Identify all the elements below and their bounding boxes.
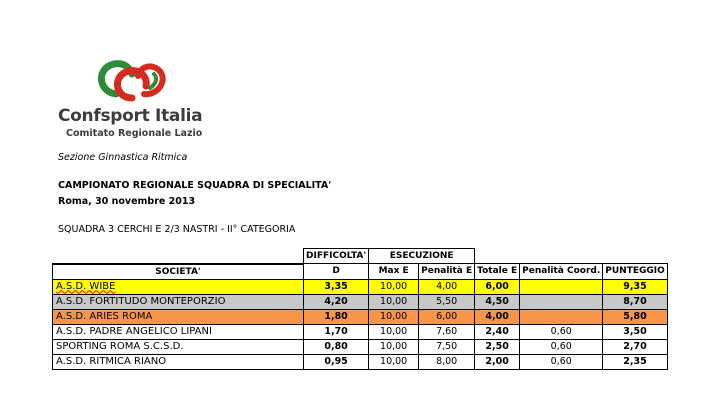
punteggio-cell: 2,35: [603, 354, 668, 369]
penalita-e-cell: 6,00: [419, 309, 475, 324]
penalita-e-cell: 5,50: [419, 294, 475, 309]
max-e-cell: 10,00: [369, 279, 419, 294]
totale-e-cell: 4,50: [475, 294, 520, 309]
totale-e-cell: 6,00: [475, 279, 520, 294]
max-e-cell: 10,00: [369, 309, 419, 324]
table-row: [53, 294, 668, 309]
table-row: [53, 339, 668, 354]
penalita-coord-cell: 0,60: [520, 354, 603, 369]
d-cell: 1,70: [304, 324, 369, 339]
totale-e-cell: 2,50: [475, 339, 520, 354]
penalita-coord-cell: 0,60: [520, 324, 603, 339]
punteggio-cell: 3,50: [603, 324, 668, 339]
penalita-coord-cell: [520, 309, 603, 324]
punteggio-cell: 2,70: [603, 339, 668, 354]
penalita-e-cell: 4,00: [419, 279, 475, 294]
societa-cell: A.S.D. PADRE ANGELICO LIPANI: [53, 324, 304, 339]
difficolta-header: DIFFICOLTA': [304, 249, 369, 264]
punteggio-cell: 9,35: [603, 279, 668, 294]
d-header: D: [304, 264, 369, 280]
societa-cell: A.S.D. ARIES ROMA: [53, 309, 304, 324]
penalita-coord-cell: 0,60: [520, 339, 603, 354]
societa-cell: A.S.D. RITMICA RIANO: [53, 354, 304, 369]
results-table: [52, 248, 668, 370]
societa-header: SOCIETA': [53, 264, 304, 280]
table-row: [53, 324, 668, 339]
confsport-logo: [58, 58, 208, 140]
table-row: [53, 279, 668, 294]
totale-e-header: Totale E: [475, 264, 520, 280]
max-e-cell: 10,00: [369, 354, 419, 369]
d-cell: 0,95: [304, 354, 369, 369]
d-cell: 1,80: [304, 309, 369, 324]
penalita-e-cell: 8,00: [419, 354, 475, 369]
logo-rings-icon: [86, 58, 186, 104]
max-e-cell: 10,00: [369, 339, 419, 354]
punteggio-cell: 8,70: [603, 294, 668, 309]
brand-subtitle: Comitato Regionale Lazio: [66, 128, 203, 139]
punteggio-header: PUNTEGGIO: [603, 264, 668, 280]
d-cell: 4,20: [304, 294, 369, 309]
championship-title: CAMPIONATO REGIONALE SQUADRA DI SPECIALITA': [58, 180, 332, 191]
societa-cell: A.S.D. WIBE: [56, 280, 116, 292]
max-e-cell: 10,00: [369, 324, 419, 339]
totale-e-cell: 4,00: [475, 309, 520, 324]
penalita-e-header: Penalità E: [419, 264, 475, 280]
column-header-row: [53, 264, 668, 280]
table-row: [53, 309, 668, 324]
section-label: Sezione Ginnastica Ritmica: [58, 152, 188, 163]
place-date: Roma, 30 novembre 2013: [58, 196, 196, 207]
table-row: [53, 354, 668, 369]
penalita-coord-header: Penalità Coord.: [520, 264, 603, 280]
totale-e-cell: 2,40: [475, 324, 520, 339]
group-header-row: [53, 249, 668, 264]
societa-cell: SPORTING ROMA S.C.S.D.: [53, 339, 304, 354]
societa-cell: A.S.D. FORTITUDO MONTEPORZIO: [53, 294, 304, 309]
penalita-e-cell: 7,50: [419, 339, 475, 354]
d-cell: 3,35: [304, 279, 369, 294]
esecuzione-header: ESECUZIONE: [369, 249, 475, 264]
d-cell: 0,80: [304, 339, 369, 354]
penalita-coord-cell: [520, 294, 603, 309]
brand-name: Confsport Italia: [58, 106, 203, 126]
punteggio-cell: 5,80: [603, 309, 668, 324]
totale-e-cell: 2,00: [475, 354, 520, 369]
penalita-e-cell: 7,60: [419, 324, 475, 339]
max-e-cell: 10,00: [369, 294, 419, 309]
max-e-header: Max E: [369, 264, 419, 280]
category-label: SQUADRA 3 CERCHI E 2/3 NASTRI - II° CATEGORIA: [58, 224, 296, 235]
penalita-coord-cell: [520, 279, 603, 294]
